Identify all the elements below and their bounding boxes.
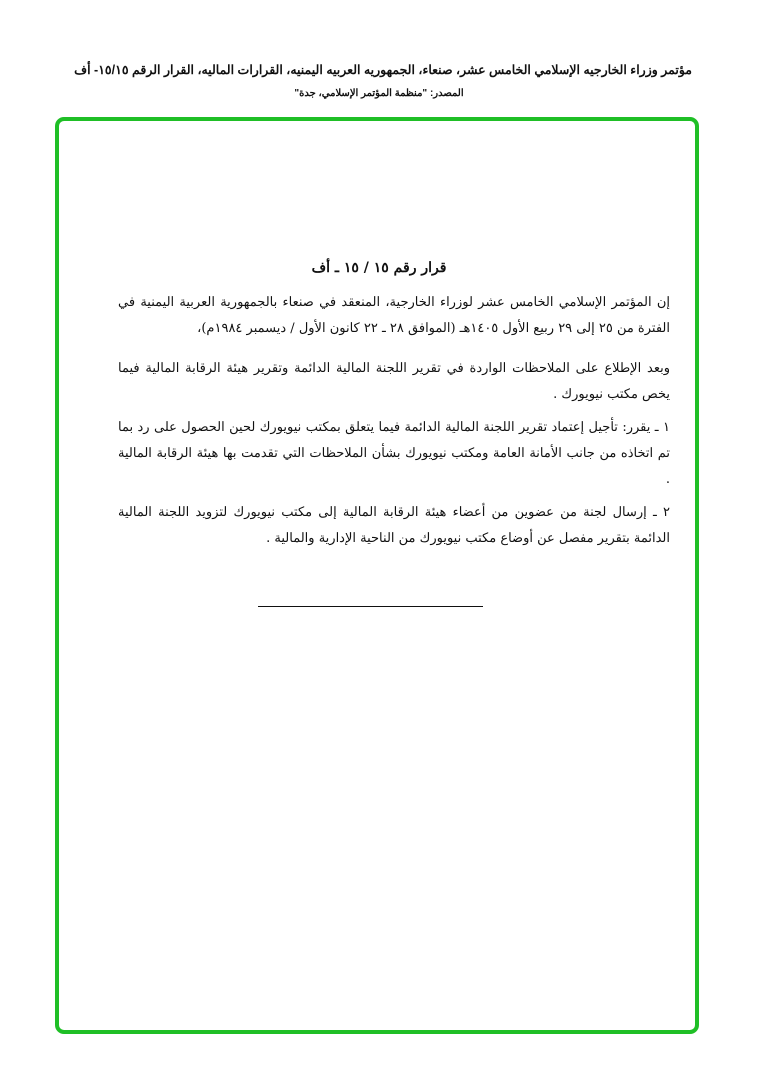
page-frame [55, 117, 699, 1034]
paragraph-preamble: إن المؤتمر الإسلامي الخامس عشر لوزراء الخارجية، المنعقد في صنعاء بالجمهورية العربية اليمنية في الفترة من ٢٥ إلى ٢٩ ربيع الأول ١٤٠٥هـ (الموافق ٢٨ ـ ٢٢ كانون الأول / ديسمبر ١٩٨٤م)، [118, 295, 670, 336]
document-header-title: مؤتمر وزراء الخارجيه الإسلامي الخامس عشر، صنعاء، الجمهوريه العربيه اليمنيه، القرارات الماليه، القرار الرقم ١٥/١٥- أف [74, 63, 692, 77]
paragraph-decision-2: ٢ ـ إرسال لجنة من عضوين من أعضاء هيئة الرقابة المالية إلى مكتب نيويورك لتزويد اللجنة المالية الدائمة بتقرير مفصل عن أوضاع مكتب نيويورك من الناحية الإدارية والمالية . [118, 505, 670, 546]
end-divider [258, 606, 483, 607]
paragraph-decision-1: ١ ـ يقرر: تأجيل إعتماد تقرير اللجنة المالية الدائمة فيما يتعلق بمكتب نيويورك لحين الحصول على رد بما تم اتخاذه من جانب الأمانة العامة ومكتب نيويورك بشأن الملاحظات التي تقدمت بها هيئة الرقابة المالية . [118, 420, 670, 487]
document-source: المصدر: "منظمة المؤتمر الإسلامي، جدة" [294, 88, 464, 99]
resolution-title: قرار رقم ١٥ / ١٥ ـ أف [311, 260, 447, 276]
paragraph-review: وبعد الإطلاع على الملاحظات الواردة في تقرير اللجنة المالية الدائمة وتقرير هيئة الرقابة المالية فيما يخص مكتب نيويورك . [118, 361, 670, 402]
